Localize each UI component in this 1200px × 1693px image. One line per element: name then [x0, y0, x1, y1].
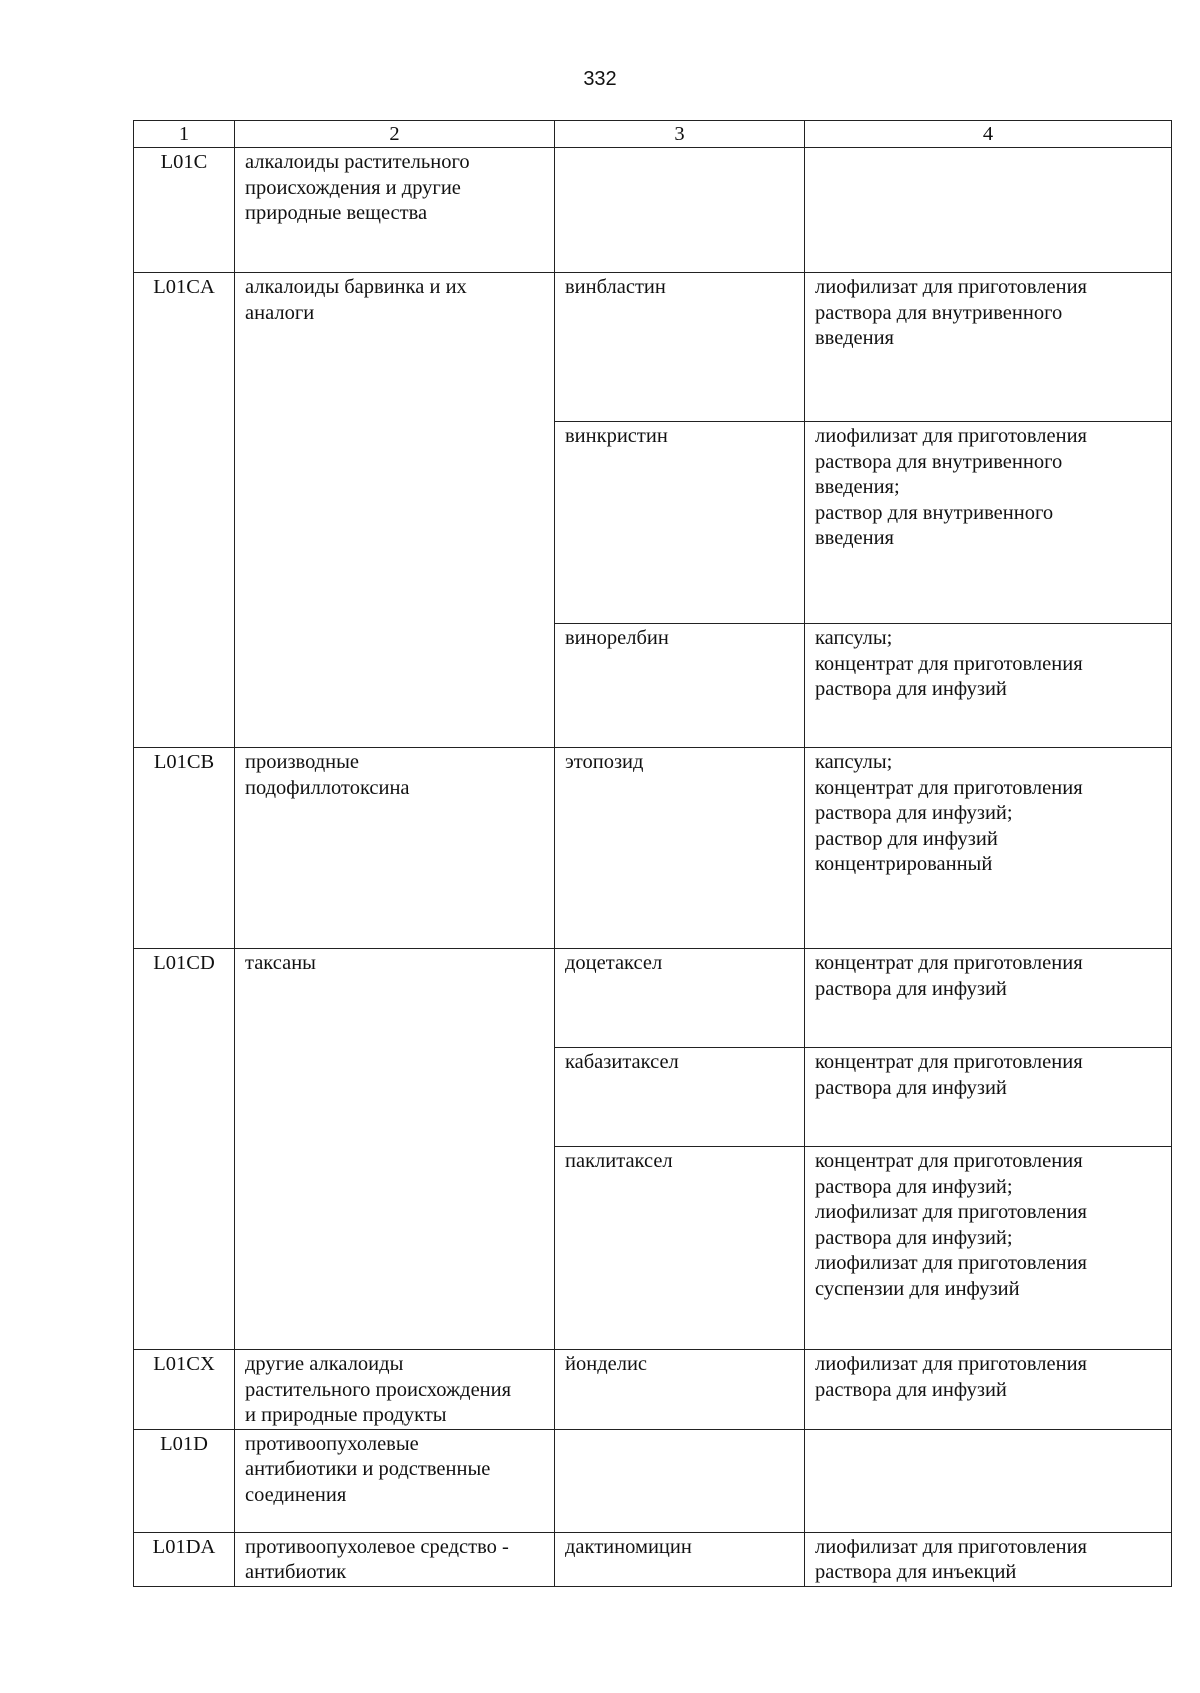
table-row [134, 273, 1172, 422]
atc-code-cell: L01CA [134, 273, 235, 748]
column-header-2: 2 [235, 121, 555, 148]
drug-name-cell: кабазитаксел [555, 1048, 805, 1147]
drug-name-cell: винорелбин [555, 624, 805, 748]
drug-name-cell: винбластин [555, 273, 805, 422]
table-row [134, 949, 1172, 1048]
table-row [134, 1532, 1172, 1586]
drug-name-cell [555, 148, 805, 273]
group-name-cell: алкалоиды барвинка и их аналоги [235, 273, 555, 748]
header-row [134, 121, 1172, 148]
dosage-form-cell: лиофилизат для приготовления раствора для инъекций [805, 1532, 1172, 1586]
table-row [134, 1429, 1172, 1532]
atc-code-cell: L01C [134, 148, 235, 273]
group-name-cell: производные подофиллотоксина [235, 748, 555, 949]
dosage-form-cell: лиофилизат для приготовления раствора для внутривенного введения; раствор для внутривенного введения [805, 422, 1172, 624]
column-header-4: 4 [805, 121, 1172, 148]
dosage-form-cell: лиофилизат для приготовления раствора для внутривенного введения [805, 273, 1172, 422]
page-number: 332 [583, 68, 617, 90]
drug-name-cell: паклитаксел [555, 1147, 805, 1350]
group-name-cell: противоопухолевые антибиотики и родственные соединения [235, 1429, 555, 1532]
dosage-form-cell: лиофилизат для приготовления раствора для инфузий [805, 1350, 1172, 1430]
drug-name-cell: винкристин [555, 422, 805, 624]
group-name-cell: другие алкалоиды растительного происхождения и природные продукты [235, 1350, 555, 1430]
dosage-form-cell: концентрат для приготовления раствора для инфузий; лиофилизат для приготовления раствора для инфузий; лиофилизат для приготовления суспензии для инфузий [805, 1147, 1172, 1350]
column-header-1: 1 [134, 121, 235, 148]
group-name-cell: противоопухолевое средство - антибиотик [235, 1532, 555, 1586]
drug-name-cell: дактиномицин [555, 1532, 805, 1586]
atc-code-cell: L01CB [134, 748, 235, 949]
drug-name-cell: доцетаксел [555, 949, 805, 1048]
dosage-form-cell: концентрат для приготовления раствора для инфузий [805, 1048, 1172, 1147]
drug-name-cell: этопозид [555, 748, 805, 949]
table-row [134, 1350, 1172, 1430]
dosage-form-cell: капсулы; концентрат для приготовления раствора для инфузий [805, 624, 1172, 748]
drug-name-cell [555, 1429, 805, 1532]
drug-name-cell: йонделис [555, 1350, 805, 1430]
atc-code-cell: L01CX [134, 1350, 235, 1430]
atc-code-cell: L01DA [134, 1532, 235, 1586]
table-row [134, 148, 1172, 273]
table-row [134, 748, 1172, 949]
dosage-form-cell: концентрат для приготовления раствора для инфузий [805, 949, 1172, 1048]
atc-code-cell: L01D [134, 1429, 235, 1532]
atc-code-cell: L01CD [134, 949, 235, 1350]
drug-table [133, 120, 1172, 1587]
dosage-form-cell [805, 1429, 1172, 1532]
dosage-form-cell [805, 148, 1172, 273]
dosage-form-cell: капсулы; концентрат для приготовления раствора для инфузий; раствор для инфузий концентрированный [805, 748, 1172, 949]
group-name-cell: таксаны [235, 949, 555, 1350]
group-name-cell: алкалоиды растительного происхождения и другие природные вещества [235, 148, 555, 273]
column-header-3: 3 [555, 121, 805, 148]
